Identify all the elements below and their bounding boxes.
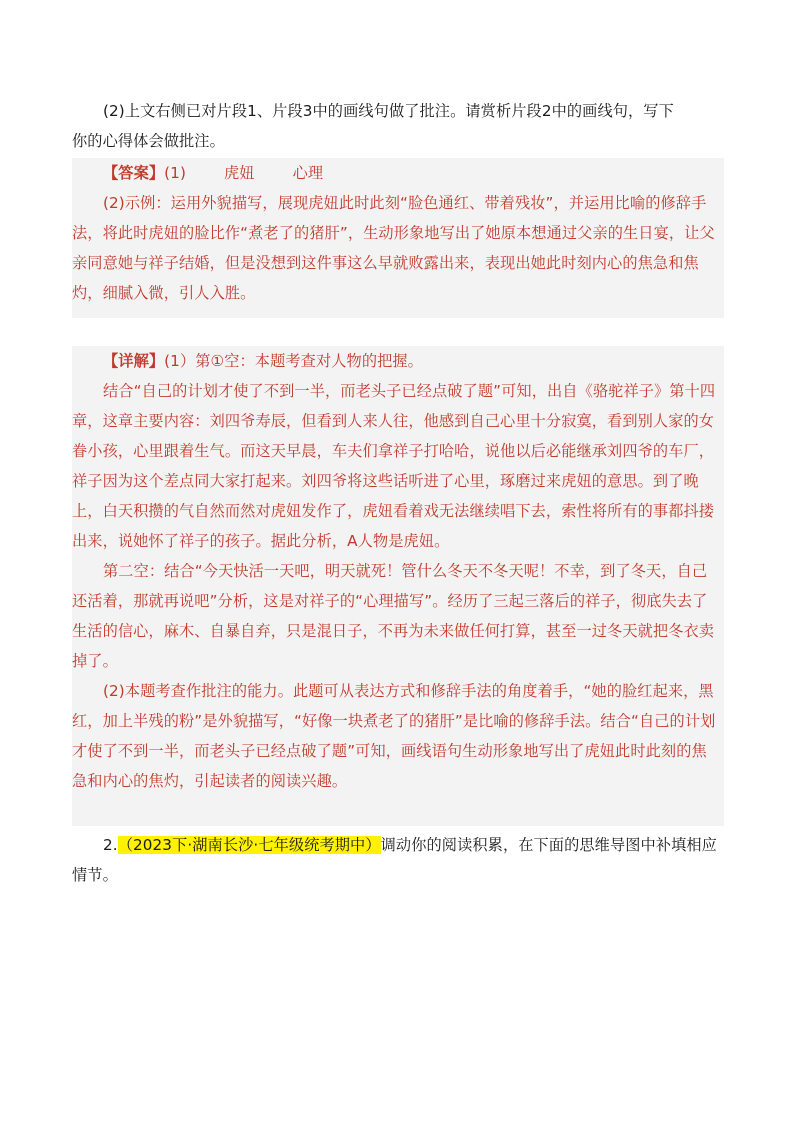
answer-label: 【答案】 bbox=[103, 164, 165, 182]
question-intro-line2: 你的心得体会做批注。 bbox=[72, 132, 225, 150]
question-2 bbox=[72, 830, 722, 890]
detail-part3: 第二空：结合“今天快活一天吧，明天就死！管什么冬天不冬天呢！不幸，到了冬天，自己还活着，那就再说吧”分析，这是对祥子的“心理描写”。经历了三起三落后的祥子，彻底失去了生活的信心，麻木、自暴自弃，只是混日子，不再为未来做任何打算，甚至一过冬天就把冬衣卖掉了。 bbox=[72, 562, 715, 670]
detail-part2-prefix: 结合 bbox=[103, 382, 134, 400]
question-2-prompt: 调动你的阅读积累，在下面的思维导图中补填相应情节。 bbox=[72, 836, 717, 884]
detail-part4-b: 是外貌描写， bbox=[202, 712, 295, 730]
question-intro-line1: (2)上文右侧已对片段1、片段3中的画线句做了批注。请赏析片段2中的画线句，写下 bbox=[103, 102, 674, 120]
detail-label: 【详解】 bbox=[103, 352, 165, 370]
answer-blank1: 虎妞 bbox=[223, 164, 255, 182]
detail-part4-c: 自己的计划才使了不到一半，而老头子已经点破了题 bbox=[72, 712, 716, 760]
question-2-number: 2. bbox=[103, 836, 118, 854]
question-2-text bbox=[72, 830, 722, 890]
answer-part2-text-b: ，生动形象地写出了她原本想通过父亲的生日宴，让父亲同意她与祥子结婚，但是没想到这件事这么早就败露出来，表现出她此时刻内心的焦急和焦灼，细腻入微，引人入胜。 bbox=[72, 224, 715, 302]
answer-blank2: 心理 bbox=[292, 164, 324, 182]
detail-part4-a: (2)本题考查作批注的能力。此题可从表达方式和修辞手法的角度着手， bbox=[103, 682, 584, 700]
question-intro bbox=[72, 96, 722, 156]
answer-part2-text-a: (2)示例：运用外貌描写，展现虎妞此时此刻“脸色通红、带着残妆”，并运用比喻的修辞手法，将此时虎妞的脸比作 bbox=[72, 194, 707, 242]
detail-part4 bbox=[72, 676, 722, 796]
answer-section bbox=[72, 158, 722, 308]
detail-section bbox=[72, 346, 722, 796]
detail-part2 bbox=[72, 376, 722, 556]
answer-part2-quote: “煮老了的猪肝” bbox=[240, 224, 348, 242]
detail-part1-text: (1）第①空：本题考查对人物的把握。 bbox=[164, 352, 423, 370]
detail-part1 bbox=[72, 346, 722, 376]
answer-part1-num: (1) bbox=[164, 164, 186, 182]
detail-part4-d: ”可知，画线语句生动形象地写出了虎妞此时此刻的焦急和内心的焦灼，引起读者的阅读兴趣。 bbox=[72, 742, 707, 790]
detail-part4-quote2: “好像一块煮老了的猪肝”是比喻的修辞手法。结合“ bbox=[294, 712, 639, 730]
answer-part2 bbox=[72, 188, 722, 308]
answer-part1 bbox=[72, 158, 722, 188]
detail-part4-quote1: “她的脸红起来，黑红，加上半残的粉” bbox=[72, 682, 714, 730]
detail-part2-quote: “自己的计划才使了不到一半，而老头子已经点破了题” bbox=[133, 382, 502, 400]
detail-part2-rest: 可知，出自《骆驼祥子》第十四章，这章主要内容：刘四爷寿辰，但看到人来人往，他感到自己心里十分寂寞，看到别人家的女眷小孩，心里跟着生气。而这天早晨，车夫们拿祥子打哈哈，说他以后必能继承刘四爷的车厂，祥子因为这个差点同大家打起来。刘四爷将这些话听进了心里，琢磨过来虎妞的意思。到了晚上，白天积攒的气自然而然对虎妞发作了，虎妞看着戏无法继续唱下去，索性将所有的事都抖搂出来，说她怀了祥子的孩子。据此分析，A人物是虎妞。 bbox=[72, 382, 716, 550]
question-2-source-highlight: （2023下·湖南长沙·七年级统考期中） bbox=[117, 836, 381, 854]
